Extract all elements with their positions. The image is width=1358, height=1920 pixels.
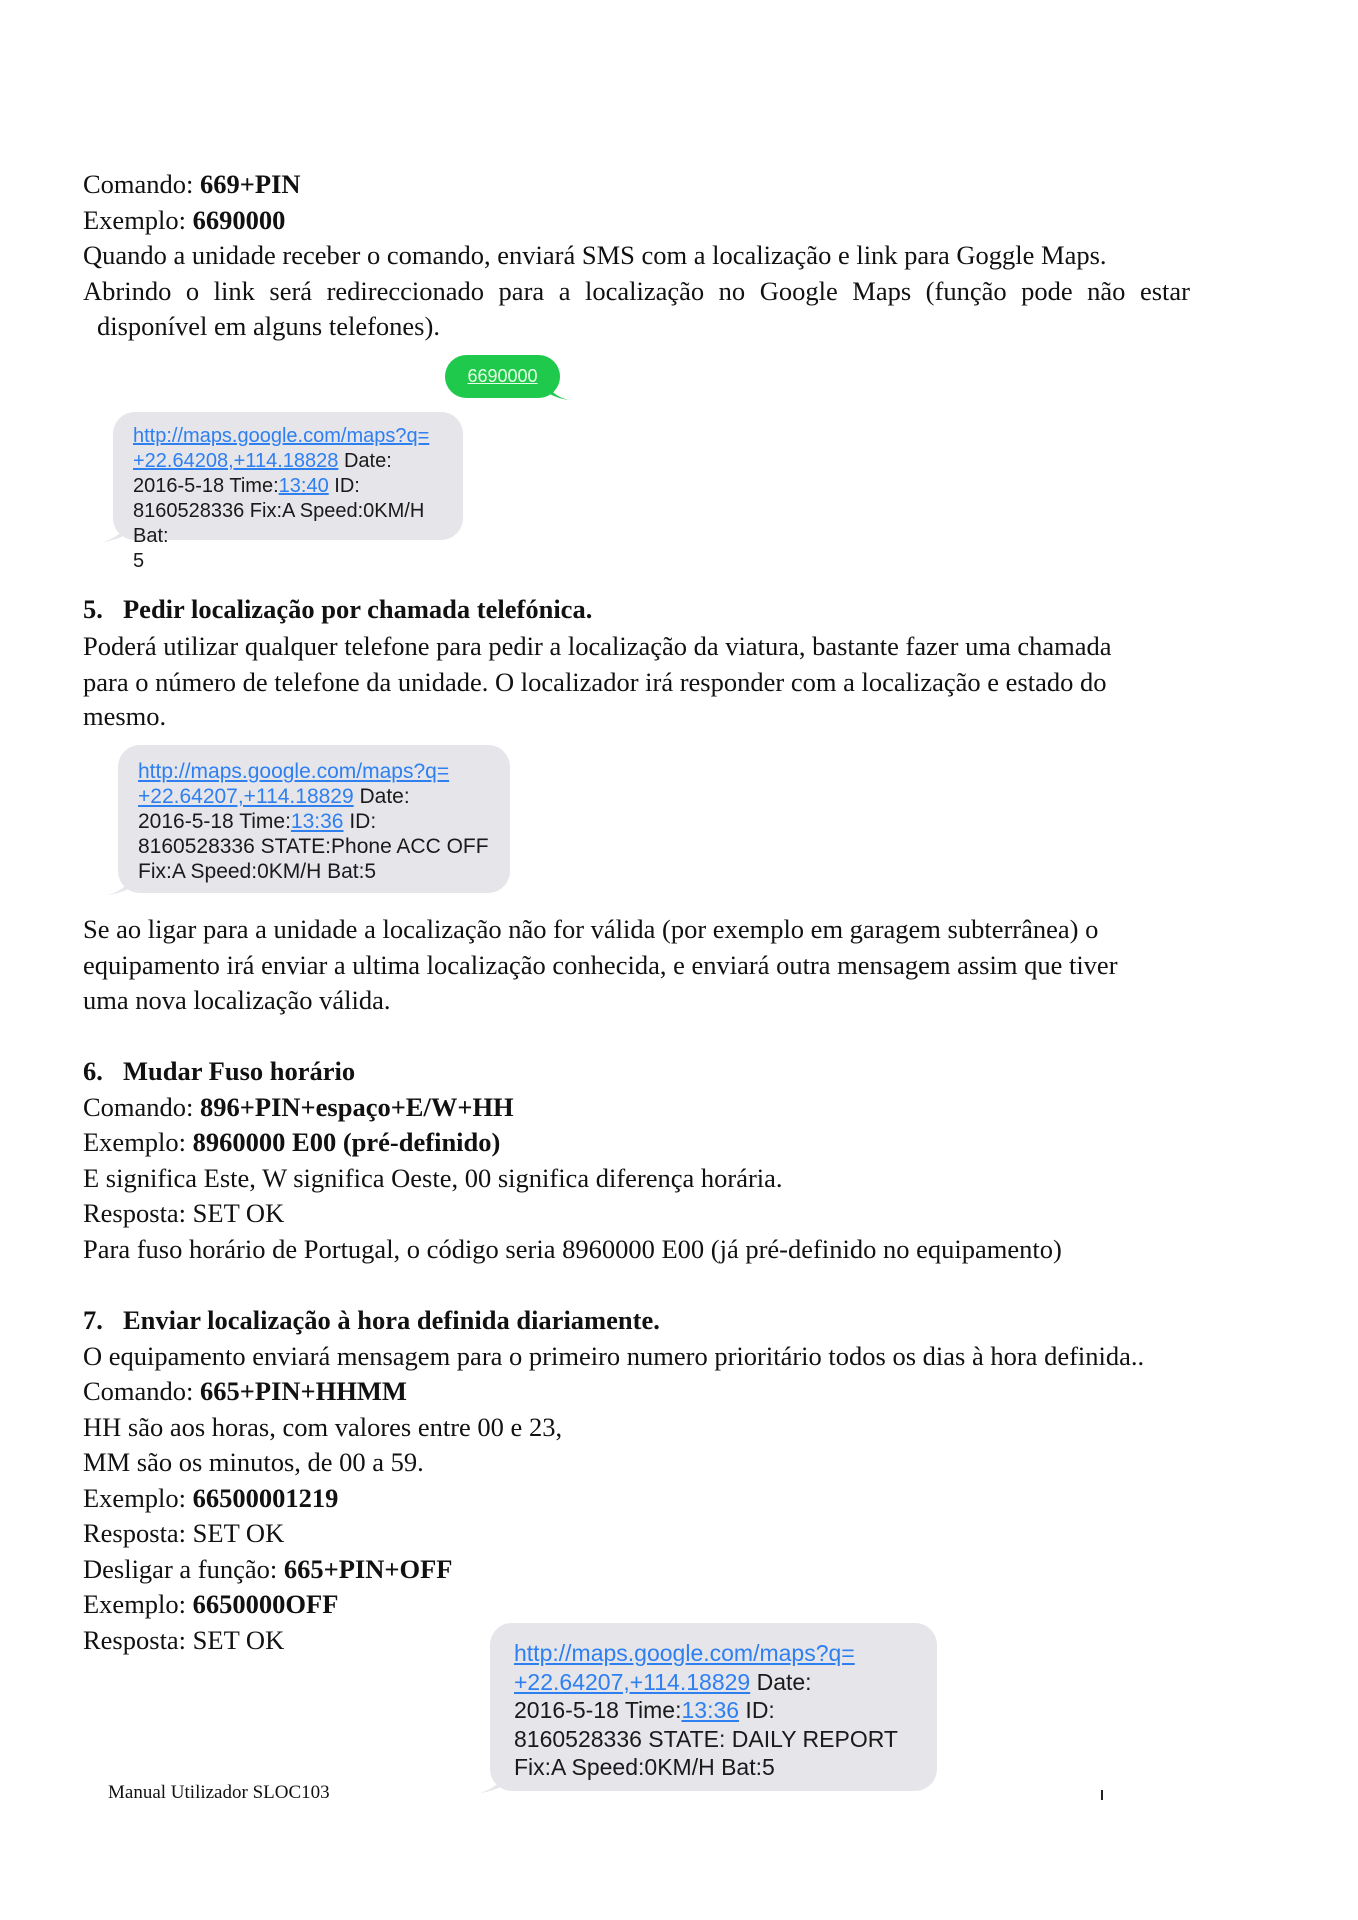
sms-link[interactable]: http://maps.google.com/maps?q= <box>133 425 430 447</box>
paragraph: Abrindo o link será redireccionado para a localização no Google Maps (função pode não estar <box>83 276 1190 306</box>
paragraph: disponível em alguns telefones). <box>97 311 440 341</box>
sms-line: 8160528336 Fix:A Speed:0KM/H Bat: <box>133 500 425 547</box>
sms-line: 5 <box>133 550 145 572</box>
command-value: 896+PIN+espaço+E/W+HH <box>200 1092 514 1122</box>
paragraph: Quando a unidade receber o comando, enviará SMS com a localização e link para Goggle Maps. <box>83 240 1107 270</box>
off-label: Desligar a função: <box>83 1554 284 1584</box>
sms-date: 2016-5-18 Time: <box>514 1697 682 1723</box>
command-value: 669+PIN <box>200 169 301 199</box>
example-value: 66500001219 <box>192 1483 339 1513</box>
command-label: Comando: <box>83 1092 201 1122</box>
example-line <box>83 1481 338 1516</box>
received-sms-bubble <box>113 412 463 572</box>
sms-line: Fix:A Speed:0KM/H Bat:5 <box>514 1754 775 1780</box>
paragraph: O equipamento enviará mensagem para o primeiro numero prioritário todos os dias à hora definida.. <box>83 1341 1145 1371</box>
example-label: Exemplo: <box>83 1127 193 1157</box>
sms-date-label: Date: <box>353 785 410 808</box>
sent-sms-text: 6690000 <box>467 366 538 386</box>
sms-link[interactable]: http://maps.google.com/maps?q= <box>138 760 450 783</box>
example-line <box>83 203 285 238</box>
example-label: Exemplo: <box>83 205 193 235</box>
sms-date-label: Date: <box>338 450 392 472</box>
paragraph: MM são os minutos, de 00 a 59. <box>83 1447 424 1477</box>
section-heading <box>83 592 592 627</box>
sms-line: 8160528336 STATE: DAILY REPORT <box>514 1725 898 1752</box>
section-title: Enviar localização à hora definida diariamente. <box>123 1305 660 1335</box>
response-line: Resposta: SET OK <box>83 1198 285 1228</box>
bubble-tail-icon <box>480 1773 504 1793</box>
bubble-tail-icon <box>103 522 127 542</box>
sms-time-link[interactable]: 13:36 <box>681 1697 740 1723</box>
example-value: 6650000OFF <box>192 1589 339 1619</box>
received-sms-bubble <box>490 1623 937 1791</box>
paragraph: equipamento irá enviar a ultima localização conhecida, e enviará outra mensagem assim que tiver <box>83 950 1118 980</box>
command-value: 665+PIN+HHMM <box>200 1376 407 1406</box>
page-number-mark <box>1101 1790 1103 1800</box>
command-line <box>83 167 301 202</box>
sms-coordinates-link[interactable]: +22.64207,+114.18829 <box>514 1668 751 1695</box>
received-sms-bubble <box>118 745 510 893</box>
example-value: 8960000 E00 (pré-definido) <box>192 1127 501 1157</box>
paragraph: E significa Este, W significa Oeste, 00 significa diferença horária. <box>83 1163 783 1193</box>
sent-sms-bubble <box>445 355 560 398</box>
page-footer: Manual Utilizador SLOC103 <box>108 1782 330 1803</box>
command-label: Comando: <box>83 169 201 199</box>
section-heading <box>83 1054 355 1089</box>
paragraph: Para fuso horário de Portugal, o código seria 8960000 E00 (já pré-definido no equipamento) <box>83 1234 1062 1264</box>
sms-date: 2016-5-18 Time: <box>133 475 279 497</box>
section-number: 7. <box>83 1305 103 1335</box>
section-title: Pedir localização por chamada telefónica. <box>123 594 593 624</box>
sms-id-label: ID: <box>328 475 360 497</box>
command-line <box>83 1374 407 1409</box>
paragraph: Poderá utilizar qualquer telefone para pedir a localização da viatura, bastante fazer uma chamada <box>83 631 1112 661</box>
paragraph: uma nova localização válida. <box>83 985 391 1015</box>
sms-date-label: Date: <box>750 1668 812 1695</box>
response-line: Resposta: SET OK <box>83 1518 285 1548</box>
sms-line: Fix:A Speed:0KM/H Bat:5 <box>138 860 377 883</box>
section-number: 6. <box>83 1056 103 1086</box>
command-label: Comando: <box>83 1376 201 1406</box>
off-command-line <box>83 1552 452 1587</box>
sms-link[interactable]: http://maps.google.com/maps?q= <box>514 1640 855 1666</box>
bubble-tail-icon <box>547 382 569 400</box>
example-label: Exemplo: <box>83 1483 193 1513</box>
paragraph: HH são aos horas, com valores entre 00 e 23, <box>83 1412 563 1442</box>
section-title: Mudar Fuso horário <box>123 1056 356 1086</box>
section-number: 5. <box>83 594 103 624</box>
sms-time-link[interactable]: 13:40 <box>278 475 329 497</box>
example-label: Exemplo: <box>83 1589 193 1619</box>
sms-id-label: ID: <box>739 1697 775 1723</box>
sms-coordinates-link[interactable]: +22.64207,+114.18829 <box>138 785 354 808</box>
sms-id-label: ID: <box>343 810 377 833</box>
paragraph: Se ao ligar para a unidade a localização não for válida (por exemplo em garagem subterrânea) o <box>83 914 1099 944</box>
section-heading <box>83 1303 660 1338</box>
example-line <box>83 1587 338 1622</box>
example-value: 6690000 <box>192 205 286 235</box>
sms-line: 8160528336 STATE:Phone ACC OFF <box>138 835 489 858</box>
bubble-tail-icon <box>108 875 132 895</box>
off-value: 665+PIN+OFF <box>283 1554 453 1584</box>
sms-coordinates-link[interactable]: +22.64208,+114.18828 <box>133 450 339 472</box>
sms-time-link[interactable]: 13:36 <box>290 810 344 833</box>
paragraph: para o número de telefone da unidade. O localizador irá responder com a localização e estado do <box>83 667 1107 697</box>
paragraph: mesmo. <box>83 701 167 731</box>
command-line <box>83 1090 514 1125</box>
example-line <box>83 1125 500 1160</box>
response-line: Resposta: SET OK <box>83 1625 285 1655</box>
sms-date: 2016-5-18 Time: <box>138 810 291 833</box>
